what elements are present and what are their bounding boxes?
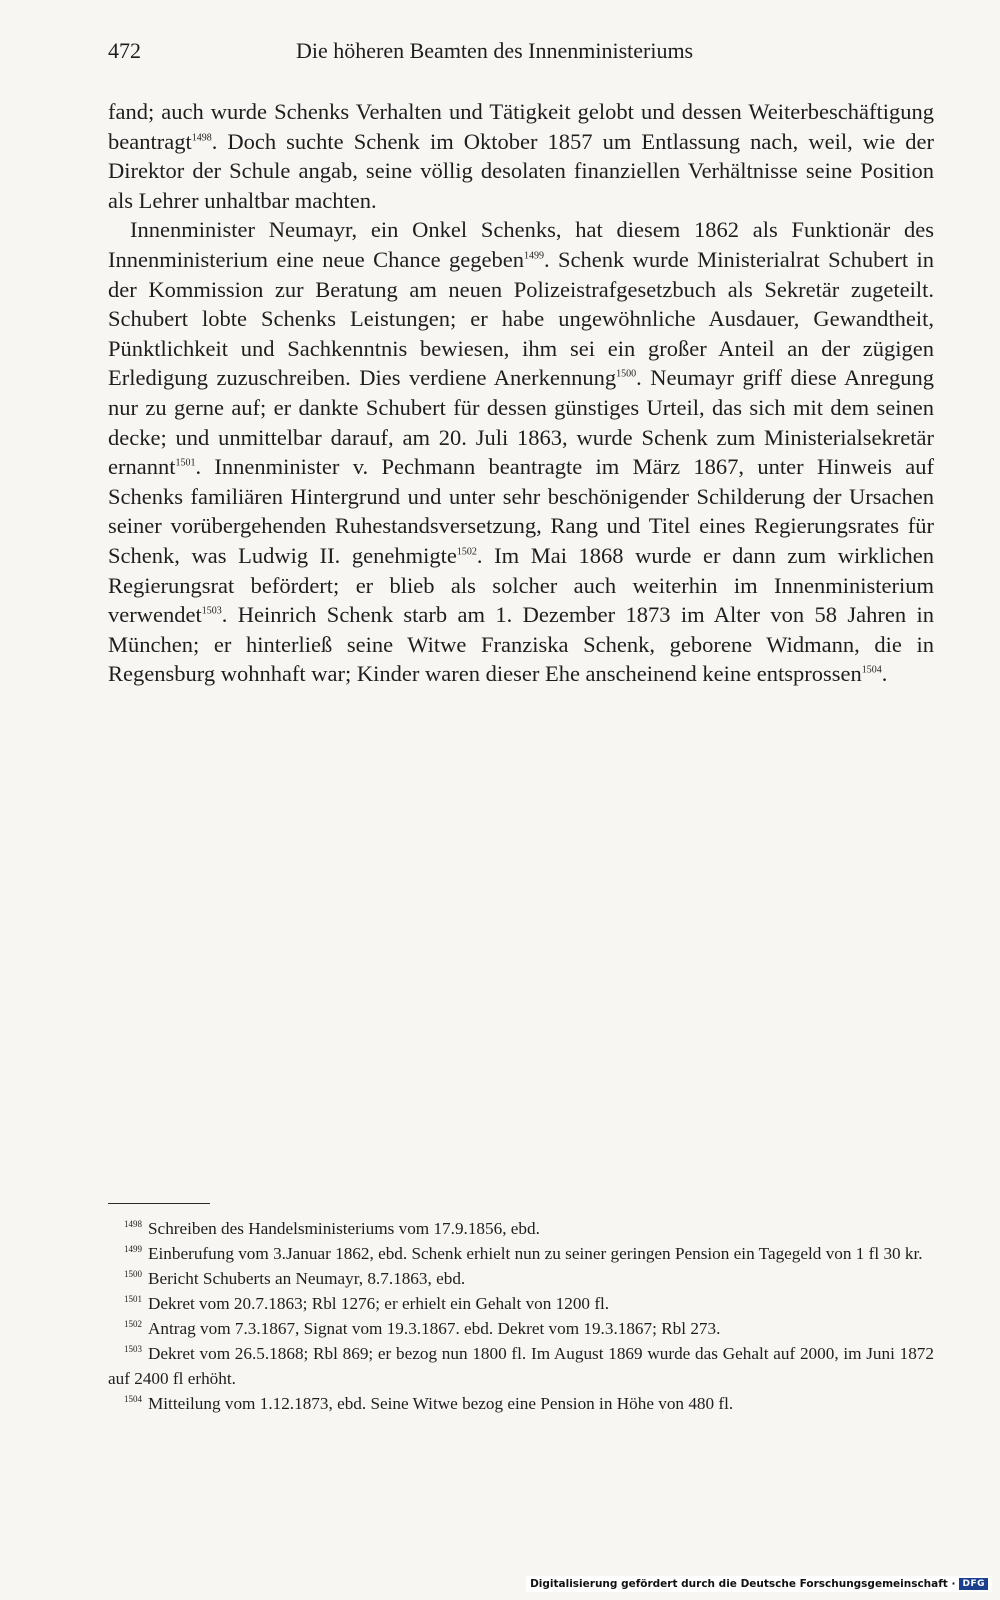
text-run: . Neumayr griff diese Anregung nur zu gerne auf; er dankte Schubert für dessen günstiges Urteil, das sich mit dem seinen decke; und unmittelbar darauf, am 20. Juli 1863, wurde Schenk zum Ministerialsekretär ernannt [108, 365, 934, 480]
text-run: Innenminister Neumayr, ein Onkel Schenks, hat diesem 1862 als Funktionär des Innenministerium eine neue Chance gegeben [108, 217, 934, 272]
footnote-text: Schreiben des Handelsministeriums vom 17.9.1856, ebd. [148, 1219, 540, 1238]
footnote [108, 1341, 934, 1391]
digitization-watermark [526, 1576, 992, 1592]
footnote-text: Dekret vom 26.5.1868; Rbl 869; er bezog nun 1800 fl. Im August 1869 wurde das Gehalt auf 2000, im Juni 1872 auf 2400 fl erhöht. [108, 1344, 934, 1388]
footnote-divider [108, 1203, 210, 1204]
paragraph-2 [108, 215, 934, 689]
footnote-ref: 1503 [201, 605, 222, 617]
footnote-ref: 1500 [616, 368, 637, 380]
text-run: . Doch suchte Schenk im Oktober 1857 um Entlassung nach, weil, wie der Direktor der Schule angab, seine völlig desolaten finanziellen Verhältnisse seine Position als Lehrer unhaltbar machten. [108, 128, 934, 213]
footnote-text: Bericht Schuberts an Neumayr, 8.7.1863, ebd. [148, 1269, 466, 1288]
footnote-number: 1503 [124, 1344, 142, 1355]
text-run: fand; auch wurde Schenks Verhalten und Tätigkeit gelobt und dessen Weiterbeschäftigung beantragt [108, 99, 934, 154]
footnote-ref: 1498 [191, 132, 212, 144]
page-number: 472 [108, 38, 141, 63]
footnote-text: Mitteilung vom 1.12.1873, ebd. Seine Witwe bezog eine Pension in Höhe von 480 fl. [148, 1394, 734, 1413]
footnote-ref: 1502 [456, 546, 477, 558]
footnotes [108, 1216, 934, 1416]
footnote-number: 1498 [124, 1219, 142, 1230]
footnote-ref: 1499 [523, 250, 544, 262]
text-run: . Schenk wurde Ministerialrat Schubert in der Kommission zur Beratung am neuen Polizeistrafgesetzbuch als Sekretär zugeteilt. Schubert lobte Schenks Leistungen; er habe ungewöhnliche Ausdauer, Gewandtheit, Pünktlichkeit und Sachkenntnis bewiesen, ihm sei ein großer Anteil an der zügigen Erledigung zuzuschreiben. Dies verdiene Anerkennung [108, 246, 934, 391]
dfg-logo: DFG [959, 1578, 988, 1590]
paragraph-1 [108, 97, 934, 215]
footnote-number: 1499 [124, 1244, 142, 1255]
text-run: . [881, 661, 888, 687]
text-run: . Im Mai 1868 wurde er dann zum wirklichen Regierungsrat befördert; er blieb als solcher auch weiterhin im Innenministerium verwendet [108, 542, 934, 628]
footnote [108, 1316, 934, 1341]
footnote-number: 1501 [124, 1294, 142, 1305]
footnote [108, 1216, 934, 1241]
main-text [108, 97, 934, 689]
footnote [108, 1241, 934, 1266]
footnote [108, 1391, 934, 1416]
footnote-text: Dekret vom 20.7.1863; Rbl 1276; er erhielt ein Gehalt von 1200 fl. [148, 1294, 610, 1313]
running-title: Die höheren Beamten des Innenministeriums [296, 38, 694, 63]
text-run: . Innenminister v. Pechmann beantragte im März 1867, unter Hinweis auf Schenks familiären Hintergrund und unter sehr beschönigender Schilderung der Ursachen seiner vorübergehenden Ruhestandsversetzung, Rang und Titel eines Regierungsrates für Schenk, was Ludwig II. genehmigte [108, 454, 934, 568]
footnote-number: 1502 [124, 1319, 142, 1330]
footnote-text: Einberufung vom 3.Januar 1862, ebd. Schenk erhielt nun zu seiner geringen Pension ein Tagegeld von 1 fl 30 kr. [148, 1244, 923, 1263]
footnote-ref: 1501 [175, 457, 196, 469]
text-run: . Heinrich Schenk starb am 1. Dezember 1873 im Alter von 58 Jahren in München; er hinterließ seine Witwe Franziska Schenk, geborene Widmann, die in Regensburg wohnhaft war; Kinder waren dieser Ehe anscheinend keine entsprossen [108, 602, 934, 687]
watermark-text: Digitalisierung gefördert durch die Deutsche Forschungsgemeinschaft · [530, 1578, 956, 1590]
footnote [108, 1266, 934, 1291]
footnote-text: Antrag vom 7.3.1867, Signat vom 19.3.1867. ebd. Dekret vom 19.3.1867; Rbl 273. [148, 1319, 721, 1338]
footnote-number: 1504 [124, 1394, 142, 1405]
footnote-number: 1500 [124, 1269, 142, 1280]
page-header [108, 38, 926, 78]
footnote [108, 1291, 934, 1316]
footnote-ref: 1504 [861, 664, 882, 676]
